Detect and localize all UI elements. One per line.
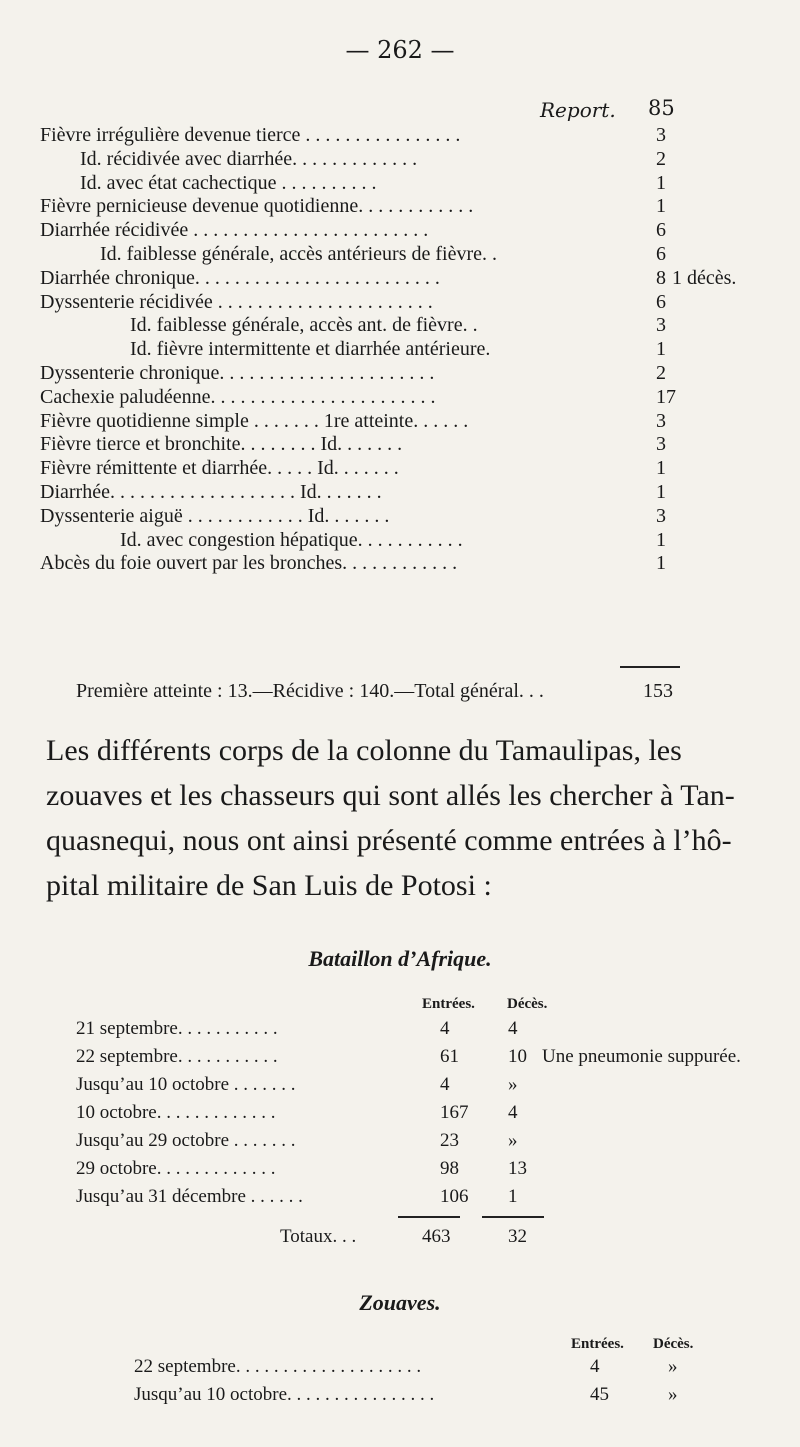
diagnosis-count: 3 [656, 314, 666, 337]
diagnosis-label: Fièvre quotidienne simple . . . . . . . 1re atteinte. . . . . . [40, 409, 469, 432]
totaux-entrees: 463 [422, 1226, 451, 1247]
diagnosis-label: Dyssenterie chronique. . . . . . . . . . . . . . . . . . . . . . [40, 362, 435, 384]
bataillon-total-rule-deces [482, 1216, 544, 1218]
row-date: 21 septembre. . . . . . . . . . . [76, 1018, 278, 1039]
row-deces: » [508, 1074, 518, 1095]
diagnosis-count: 1 [656, 528, 666, 551]
diagnosis-label: Id. faiblesse générale, accès ant. de fièvre. . [130, 314, 478, 337]
row-date: Jusqu’au 29 octobre . . . . . . . [76, 1130, 296, 1151]
row-deces: 10 [508, 1046, 527, 1067]
diagnosis-count: 3 [656, 504, 666, 527]
diagnosis-count: 1 [656, 338, 666, 361]
diagnosis-count: 3 [656, 124, 666, 146]
row-entrees: 4 [440, 1074, 450, 1095]
row-entrees: 61 [440, 1046, 459, 1067]
row-deces: 13 [508, 1158, 527, 1179]
row-date: Jusqu’au 10 octobre. . . . . . . . . . . . . . . . [134, 1384, 435, 1405]
zouaves-heading: Zouaves. [359, 1290, 441, 1315]
diagnosis-label: Id. avec congestion hépatique. . . . . . . . . . . [120, 528, 463, 551]
diagnosis-count: 8 [656, 266, 666, 289]
zouaves-col-deces: Décès. [653, 1336, 694, 1352]
diagnosis-label: Id. récidivée avec diarrhée. . . . . . . . . . . . . [80, 147, 418, 170]
zouaves-col-entrees: Entrées. [571, 1336, 624, 1352]
diagnosis-label: Id. faiblesse générale, accès antérieurs de fièvre. . [100, 243, 498, 265]
row-entrees: 4 [590, 1356, 600, 1377]
diagnosis-label: Id. avec état cachectique . . . . . . . . . . [80, 171, 377, 194]
diagnosis-label: Dyssenterie aiguë . . . . . . . . . . . . Id. . . . . . . [40, 504, 390, 527]
row-entrees: 45 [590, 1384, 609, 1405]
totaux-deces: 32 [508, 1226, 527, 1247]
row-note: Une pneumonie suppurée. [542, 1046, 741, 1067]
row-date: 22 septembre. . . . . . . . . . . . . . . . . . . . [134, 1356, 422, 1377]
diagnosis-label: Fièvre rémittente et diarrhée. . . . . Id. . . . . . . [40, 457, 399, 480]
report-value: 85 [648, 96, 675, 120]
diagnosis-count: 1 [656, 481, 666, 503]
row-date: 29 octobre. . . . . . . . . . . . . [76, 1158, 276, 1179]
bataillon-col-entrees: Entrées. [422, 996, 475, 1012]
diagnosis-count: 1 [656, 552, 666, 575]
row-deces: 4 [508, 1018, 518, 1039]
diagnosis-count: 6 [656, 219, 666, 242]
row-deces: » [668, 1356, 678, 1377]
row-entrees: 167 [440, 1102, 469, 1123]
summary-label: Première atteinte : 13.—Récidive : 140.—Total général. . . [76, 680, 544, 702]
diagnosis-label: Dyssenterie récidivée . . . . . . . . . . . . . . . . . . . . . . [40, 290, 433, 313]
row-date: 22 septembre. . . . . . . . . . . [76, 1046, 278, 1067]
diagnosis-count: 17 [656, 385, 676, 408]
diagnosis-label: Diarrhée récidivée . . . . . . . . . . . . . . . . . . . . . . . . [40, 219, 429, 242]
diagnosis-count: 2 [656, 147, 666, 170]
report-label: Report. [540, 98, 616, 122]
diagnosis-label: Cachexie paludéenne. . . . . . . . . . . . . . . . . . . . . . . [40, 385, 436, 408]
diagnosis-note: 1 décès. [672, 266, 737, 289]
row-deces: » [668, 1384, 678, 1405]
bataillon-col-deces: Décès. [507, 996, 548, 1012]
row-date: Jusqu’au 10 octobre . . . . . . . [76, 1074, 296, 1095]
row-deces: » [508, 1130, 518, 1151]
diagnosis-count: 1 [656, 195, 666, 218]
page-number: — 262 — [345, 36, 455, 64]
diagnosis-count: 6 [656, 290, 666, 313]
row-date: Jusqu’au 31 décembre . . . . . . [76, 1186, 303, 1207]
diagnosis-count: 1 [656, 171, 666, 194]
row-entrees: 106 [440, 1186, 469, 1207]
body-paragraph [46, 728, 766, 908]
paragraph-line: quasnequi, nous ont ainsi présenté comme entrées à l’hô- [46, 824, 732, 857]
diagnosis-label: Fièvre tierce et bronchite. . . . . . . . Id. . . . . . . [40, 433, 403, 456]
diagnosis-count: 3 [656, 409, 666, 432]
summary-line [76, 680, 544, 703]
row-date: 10 octobre. . . . . . . . . . . . . [76, 1102, 276, 1123]
diagnosis-count: 2 [656, 362, 666, 384]
row-entrees: 98 [440, 1158, 459, 1179]
diagnosis-count: 3 [656, 433, 666, 456]
diagnosis-label: Id. fièvre intermittente et diarrhée antérieure. [130, 338, 491, 361]
diagnosis-label: Fièvre irrégulière devenue tierce . . . . . . . . . . . . . . . . [40, 124, 461, 146]
diagnosis-label: Abcès du foie ouvert par les bronches. . . . . . . . . . . . [40, 552, 458, 575]
paragraph-line: Les différents corps de la colonne du Tamaulipas, les [46, 734, 682, 767]
row-deces: 1 [508, 1186, 518, 1207]
paragraph-line: zouaves et les chasseurs qui sont allés les chercher à Tan- [46, 779, 735, 812]
diagnosis-label: Diarrhée chronique. . . . . . . . . . . . . . . . . . . . . . . . . [40, 266, 440, 289]
summary-value: 153 [643, 680, 673, 702]
row-entrees: 4 [440, 1018, 450, 1039]
bataillon-total-rule [398, 1216, 460, 1218]
paragraph-line: pital militaire de San Luis de Potosi : [46, 869, 492, 902]
row-entrees: 23 [440, 1130, 459, 1151]
row-deces: 4 [508, 1102, 518, 1123]
diagnosis-count: 1 [656, 457, 666, 480]
diagnosis-count: 6 [656, 243, 666, 265]
totaux-label: Totaux. . . [280, 1226, 357, 1247]
total-rule [620, 666, 680, 668]
diagnosis-label: Diarrhée. . . . . . . . . . . . . . . . . . . Id. . . . . . . [40, 481, 382, 503]
bataillon-heading: Bataillon d’Afrique. [308, 946, 492, 971]
diagnosis-label: Fièvre pernicieuse devenue quotidienne. . . . . . . . . . . . [40, 195, 474, 218]
